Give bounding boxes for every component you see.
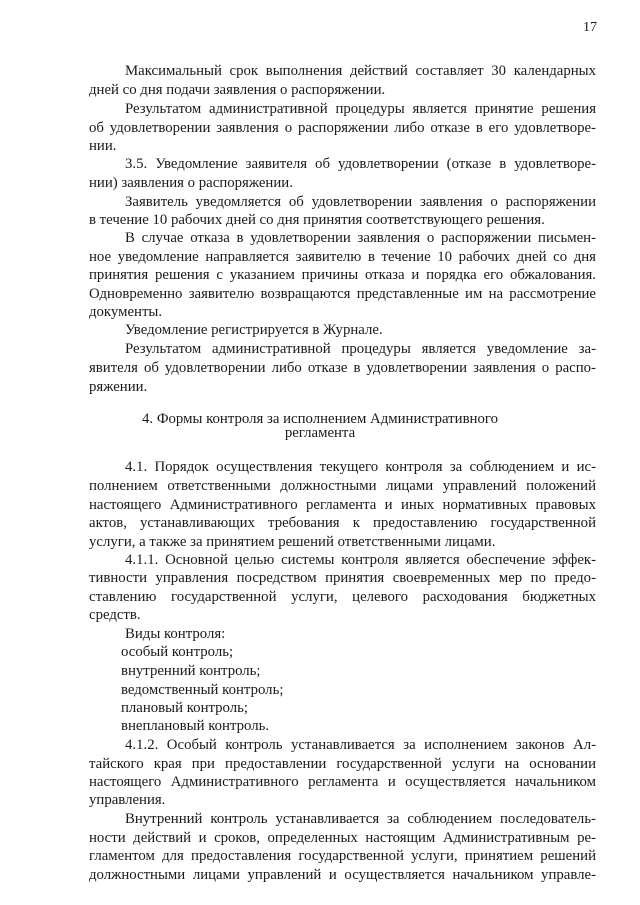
text-line: в течение 10 рабочих дней со дня принятия соответствующего решения. [89,212,545,228]
text-line: 4.1.1. Основной целью системы контроля является обеспечение эффек- [125,552,596,568]
text-line: тайского края при предоставлении государственной услуги на основании [89,756,596,772]
text-line: Результатом административной процедуры является принятие решения [125,101,596,117]
text-line: 4.1. Порядок осуществления текущего контроля за соблюдением и ис- [125,459,596,475]
text-line: 4.1.2. Особый контроль устанавливается за исполнением законов Ал- [125,737,596,753]
section-heading: 3.5. Уведомление заявителя об удовлетворении (отказе в удовлетворе- [125,156,596,172]
text-line: полнением ответственными должностными лицами управлений положений [89,478,596,494]
list-header: Виды контроля: [125,626,226,642]
text-line: ставлению государственной услуги, целевого расходования бюджетных [89,589,596,605]
chapter-heading: 4. Формы контроля за исполнением Административного [142,411,498,427]
text-line: актов, устанавливающих требования к предоставлению государственной [89,515,596,531]
section-heading: нии) заявления о распоряжении. [89,175,293,191]
text-line: настоящего Административного регламента и иных нормативных правовых [89,497,596,513]
text-line: тивности управления посредством принятия своевременных мер по предо- [89,570,596,586]
text-line: Одновременно заявителю возвращаются представленные им на рассмотрение [89,286,596,302]
text-line: Заявитель уведомляется об удовлетворении заявления о распоряжении [125,194,596,210]
text-line: гламентом для предоставления государственной услуги, принятием решений [89,848,596,864]
list-item: плановый контроль; [121,700,248,716]
text-line: Внутренний контроль устанавливается за соблюдением последователь- [125,811,596,827]
text-line: Уведомление регистрируется в Журнале. [125,322,383,338]
list-item: внутренний контроль; [121,663,261,679]
text-line: В случае отказа в удовлетворении заявления о распоряжении письмен- [125,230,596,246]
text-line: Результатом административной процедуры является уведомление за- [125,341,596,357]
text-line: нии. [89,138,117,154]
list-item: внеплановый контроль. [121,718,270,734]
text-line: ности действий и сроков, определенных настоящим Административным ре- [89,830,596,846]
list-item: ведомственный контроль; [121,682,284,698]
text-line: настоящего Административного регламента и осуществляется начальником [89,774,596,790]
text-line: принятия решения с указанием причины отказа и порядка его обжалования. [89,267,596,283]
chapter-heading: регламента [284,425,356,441]
text-line: ряжении. [89,379,148,395]
text-line: услуги, а также за принятием решений ответственными лицами. [89,534,496,550]
text-line: явителя об удовлетворении либо отказе в удовлетворении заявления о распо- [89,360,596,376]
page-number: 17 [583,20,597,35]
text-line: документы. [89,304,163,320]
text-line: об удовлетворении заявления о распоряжении либо отказе в его удовлетворе- [89,120,596,136]
text-line: ное уведомление направляется заявителю в течение 10 рабочих дней со дня [89,249,596,265]
text-line: средств. [89,607,141,623]
text-line: Максимальный срок выполнения действий составляет 30 календарных [125,63,596,79]
text-line: управления. [89,792,166,808]
text-line: должностными лицами управлений и осуществляется начальником управле- [89,867,596,883]
text-line: дней со дня подачи заявления о распоряжении. [89,82,386,98]
list-item: особый контроль; [121,644,234,660]
